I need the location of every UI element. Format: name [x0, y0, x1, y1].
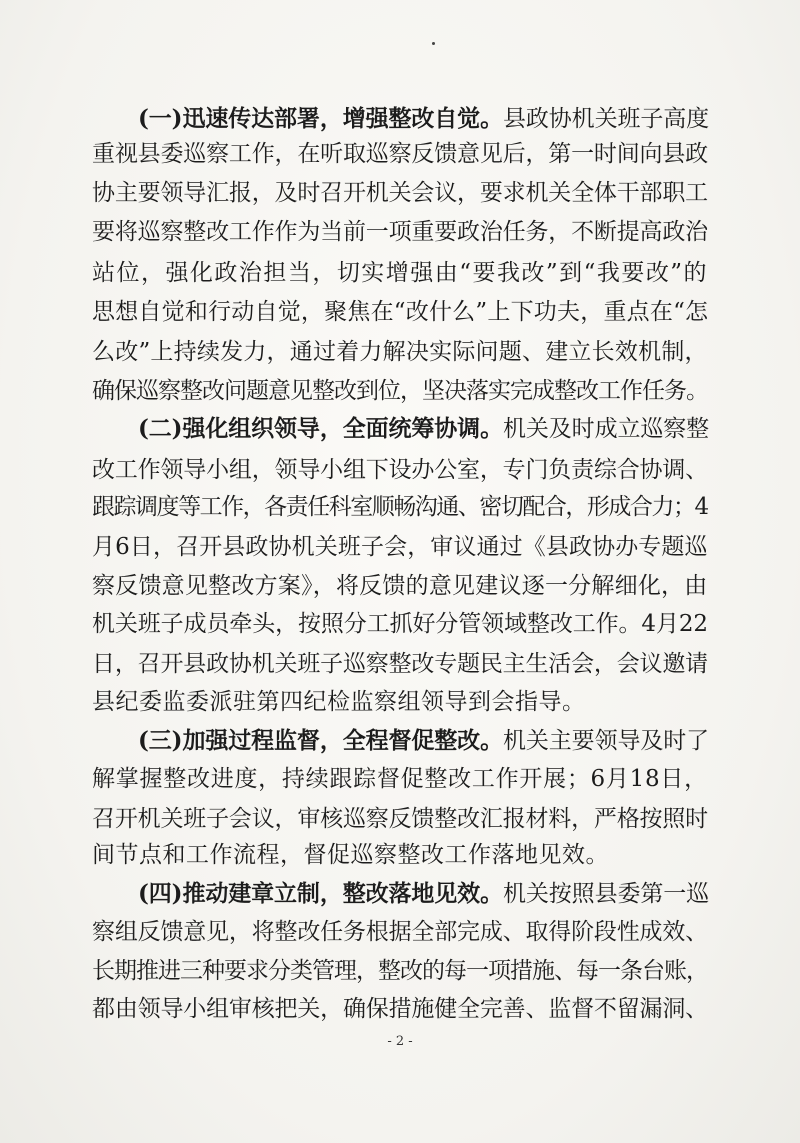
paragraph-line: 召开机关班子会议，审核巡察反馈整改汇报材料，严格按照时 — [92, 806, 709, 832]
paragraph-heading: (四)推动建章立制，整改落地见效。 — [138, 880, 503, 907]
paragraph-line: 机关班子成员牵头，按照分工抓好分管领域整改工作。4月22 — [92, 611, 708, 637]
paragraph-line: 改工作领导小组，领导小组下设办公室，专门负责综合协调、 — [92, 457, 709, 483]
paragraph-line: (一)迅速传达部署，增强整改自觉。县政协机关班子高度 — [138, 105, 710, 132]
paragraph-line: (三)加强过程监督，全程督促整改。机关主要领导及时了 — [138, 727, 710, 754]
paragraph-line: 察反馈意见整改方案》，将反馈的意见建议逐一分解细化，由 — [92, 573, 708, 599]
paragraph-line: 间节点和工作流程，督促巡察整改工作落地见效。 — [92, 842, 609, 868]
paragraph-line: 协主要领导汇报，及时召开机关会议，要求机关全体干部职工 — [92, 180, 709, 206]
paragraph-line: 长期推进三种要求分类管理，整改的每一项措施、每一条台账， — [92, 958, 708, 984]
page-number: - 2 - — [387, 1034, 413, 1049]
paragraph-line: 县纪委监委派驻第四纪检监察组领导到会指导。 — [92, 689, 586, 715]
paragraph-line: 站位，强化政治担当，切实增强由“要我改”到“我要改”的 — [92, 260, 709, 286]
paragraph-line: 都由领导小组审核把关，确保措施健全完善、监督不留漏洞、 — [92, 996, 709, 1022]
paragraph-line: 察组反馈意见，将整改任务根据全部完成、取得阶段性成效、 — [92, 919, 709, 945]
paragraph-line: 解掌握整改进度，持续跟踪督促整改工作开展；6月18日， — [92, 766, 708, 792]
paragraph-line: 日，召开县政协机关班子巡察整改专题民主生活会，会议邀请 — [92, 651, 709, 677]
paragraph-heading: (一)迅速传达部署，增强整改自觉。 — [138, 105, 503, 132]
paragraph-line: 跟踪调度等工作，各责任科室顺畅沟通、密切配合，形成合力；4 — [92, 494, 708, 520]
paragraph-line: (二)强化组织领导，全面统筹协调。机关及时成立巡察整 — [138, 415, 710, 442]
paragraph-line: 确保巡察整改问题意见整改到位，坚决落实完成整改工作任务。 — [92, 378, 708, 404]
paragraph-line: 么改”上持续发力，通过着力解决实际问题、建立长效机制， — [92, 339, 708, 365]
paragraph-heading: (三)加强过程监督，全程督促整改。 — [138, 727, 503, 754]
paragraph-line: (四)推动建章立制，整改落地见效。机关按照县委第一巡 — [138, 880, 710, 907]
paragraph-line: 要将巡察整改工作作为当前一项重要政治任务，不断提高政治 — [92, 219, 709, 245]
scan-speck — [432, 42, 435, 45]
paragraph-line: 月6日，召开县政协机关班子会，审议通过《县政协办专题巡 — [92, 534, 708, 560]
paragraph-line: 思想自觉和行动自觉，聚焦在“改什么”上下功夫，重点在“怎 — [92, 299, 709, 325]
paragraph-heading: (二)强化组织领导，全面统筹协调。 — [138, 415, 503, 442]
paragraph-line: 重视县委巡察工作，在听取巡察反馈意见后，第一时间向县政 — [92, 141, 709, 167]
